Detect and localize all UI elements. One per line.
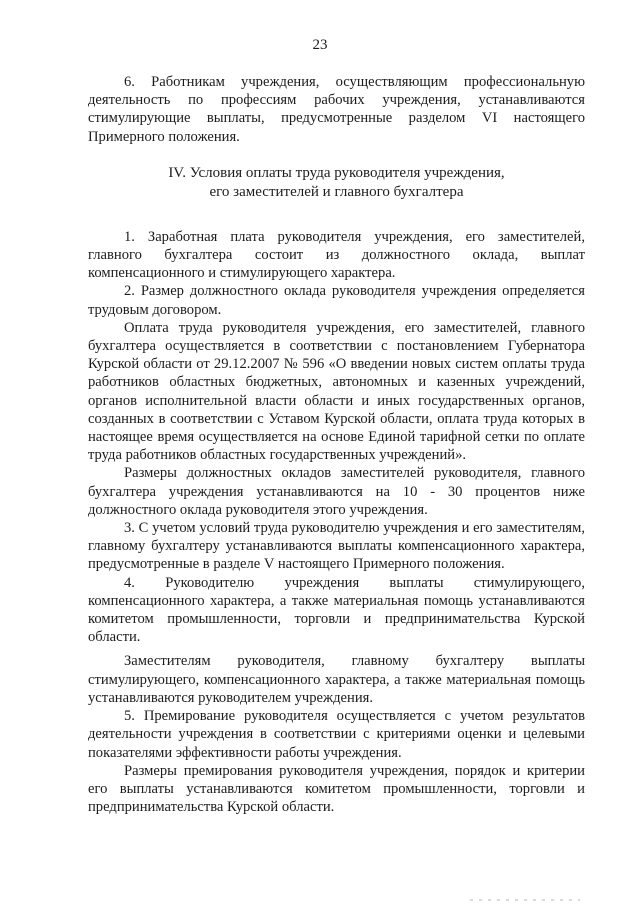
- paragraph: Размеры должностных окладов заместителей руководителя, главного бухгалтера учреждения устанавливаются на 10 - 30 процентов ниже должностного оклада руководителя этого учреждения.: [88, 465, 585, 518]
- paragraph: 5. Премирование руководителя осуществляется с учетом результатов деятельности учреждения в соответствии с критериями оценки и целевыми показателями эффективности работы учреждения.: [88, 708, 585, 761]
- paragraph: Размеры премирования руководителя учреждения, порядок и критерии его выплаты устанавливаются комитетом промышленности, торговли и предпринимательства Курской области.: [88, 762, 585, 816]
- page-number: 23: [312, 37, 328, 53]
- paragraph: 3. С учетом условий труда руководителю учреждения и его заместителям, главному бухгалтеру устанавливаются выплаты компенсационного характера, предусмотренные в разделе V настоящего Примерного положения.: [88, 520, 585, 573]
- paragraph-item-6: 6. Работникам учреждения, осуществляющим профессиональную деятельность по профессиям рабочих учреждения, устанавливаются стимулирующие выплаты, предусмотренные разделом VI настоящего Примерного положения.: [88, 74, 585, 145]
- paragraph: 2. Размер должностного оклада руководителя учреждения определяется трудовым договором.: [88, 283, 585, 318]
- section-heading: [88, 164, 585, 202]
- paragraph: 1. Заработная плата руководителя учреждения, его заместителей, главного бухгалтера состоит из должностного оклада, выплат компенсационного и стимулирующего характера.: [88, 228, 585, 282]
- section-heading-line-2: его заместителей и главного бухгалтера: [209, 183, 464, 200]
- paragraph: Оплата труда руководителя учреждения, его заместителей, главного бухгалтера осуществляется в соответствии с постановлением Губернатора Курской области от 29.12.2007 № 596 «О введении новых систем оплаты труда работников областных бюджетных, автономных и казенных учреждений, органов исполнительной власти области и иных государственных органов, созданных в соответствии с Уставом Курской области, оплата труда которых в настоящее время осуществляется на основе Единой тарифной сетки по оплате труда работников областных государственных учреждений».: [88, 319, 585, 464]
- paragraph: 4. Руководителю учреждения выплаты стимулирующего, компенсационного характера, а также материальная помощь устанавливаются комитетом промышленности, торговли и предпринимательства Курской области.: [88, 574, 585, 646]
- scan-artifact: [470, 899, 580, 901]
- paragraph: Заместителям руководителя, главному бухгалтеру выплаты стимулирующего, компенсационного характера, а также материальная помощь устанавливаются руководителем учреждения.: [88, 653, 585, 706]
- section-heading-line-1: IV. Условия оплаты труда руководителя учреждения,: [168, 164, 505, 181]
- document-body: [88, 73, 585, 816]
